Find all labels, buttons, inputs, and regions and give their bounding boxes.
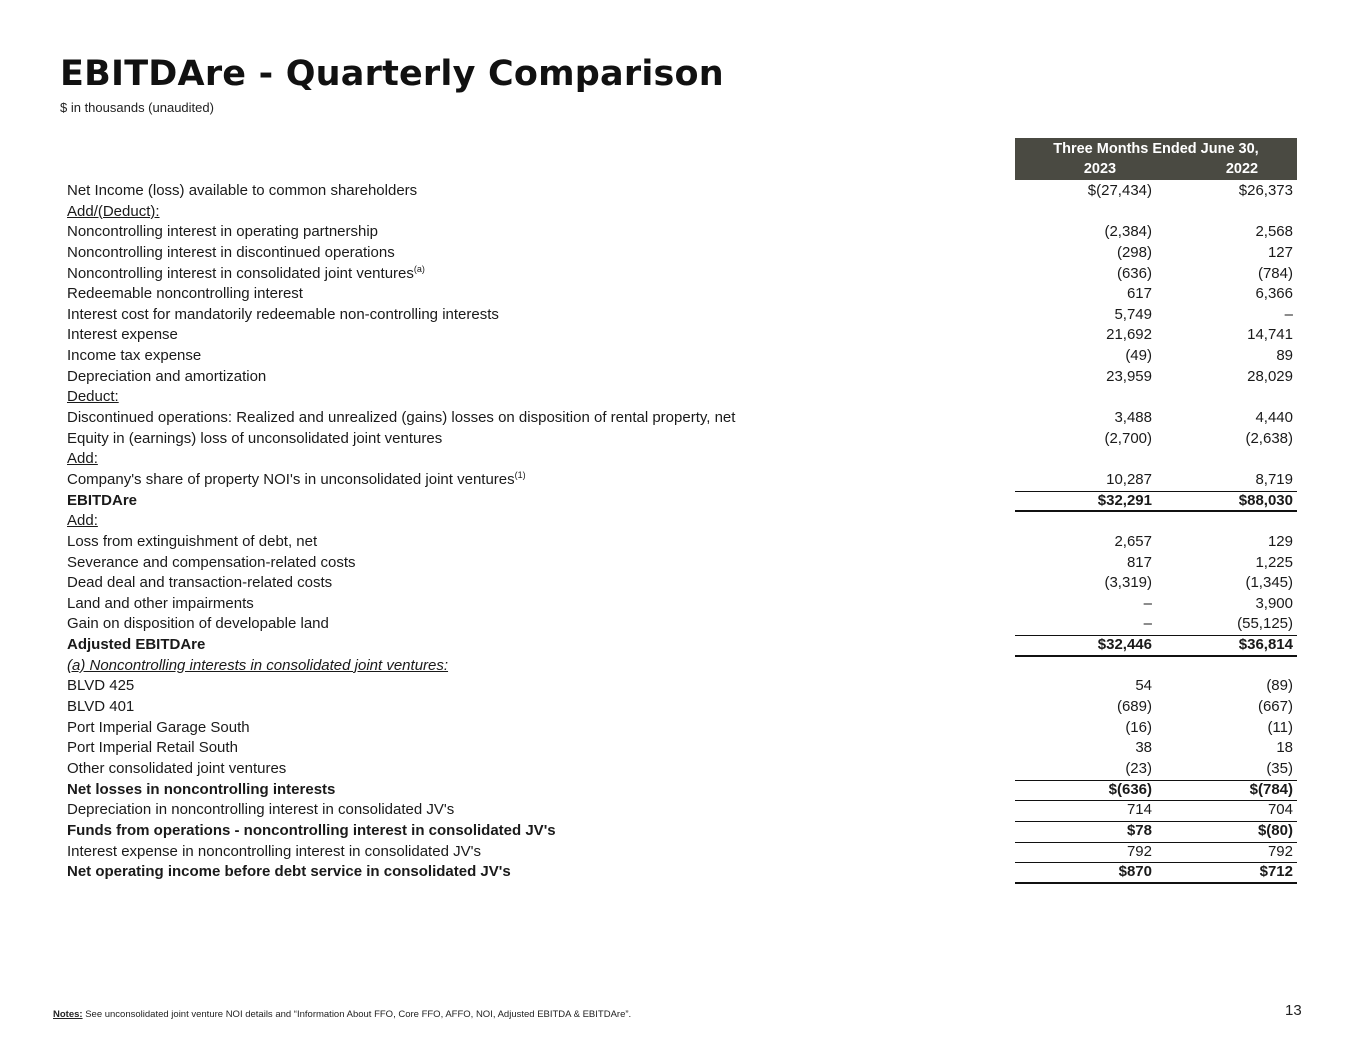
table-row: [0, 243, 1365, 264]
value-2023: (636): [1116, 264, 1152, 282]
row-label: BLVD 425: [67, 677, 135, 695]
row-label: Adjusted EBITDAre: [67, 636, 206, 654]
row-label: Interest expense in noncontrolling interest in consolidated JV's: [67, 842, 481, 860]
row-label: Depreciation and amortization: [67, 367, 267, 385]
value-2022: 28,029: [1247, 367, 1293, 385]
table-row: [0, 718, 1365, 739]
table-row: [0, 325, 1365, 346]
value-2022: 14,741: [1247, 326, 1293, 344]
value-2022: 1,225: [1255, 553, 1293, 571]
value-2022: (1,345): [1245, 574, 1293, 592]
value-2022: 792: [1267, 842, 1293, 860]
row-label: Discontinued operations: Realized and unrealized (gains) losses on disposition of rental property, net: [67, 409, 736, 427]
row-label: Depreciation in noncontrolling interest in consolidated JV's: [67, 801, 455, 819]
value-2022: 704: [1267, 801, 1293, 819]
column-header: [1015, 138, 1297, 180]
value-2022: (55,125): [1237, 615, 1293, 633]
value-2023: $(27,434): [1087, 182, 1152, 199]
value-2022: $(80): [1257, 821, 1293, 839]
table-row: [0, 429, 1365, 450]
page-subtitle: $ in thousands (unaudited): [60, 100, 214, 115]
row-label: (a) Noncontrolling interests in consolidated joint ventures:: [67, 656, 449, 674]
row-label: Noncontrolling interest in discontinued operations: [67, 243, 395, 261]
ebitdare-table: [0, 181, 1365, 883]
year-2023-header: 2023: [1083, 161, 1117, 177]
value-2022: (784): [1257, 264, 1293, 282]
value-2022: $88,030: [1238, 491, 1293, 509]
value-2022: $36,814: [1238, 636, 1293, 654]
table-row: [0, 800, 1365, 821]
notes-label: Notes:: [53, 1009, 83, 1020]
row-label: Interest expense: [67, 326, 178, 344]
row-label: Net Income (loss) available to common shareholders: [67, 182, 418, 199]
row-label: Dead deal and transaction-related costs: [67, 574, 333, 592]
total-row-ffo-noncontrolling: [0, 821, 1365, 842]
value-2023: 792: [1126, 842, 1152, 860]
page-number: 13: [1285, 1002, 1302, 1019]
value-2022: 6,366: [1255, 285, 1293, 303]
row-label-with-footnote: [67, 264, 425, 285]
value-2022: (35): [1266, 759, 1293, 777]
footnote-marker: (1): [514, 469, 526, 480]
table-row: [0, 697, 1365, 718]
row-label: Noncontrolling interest in operating partnership: [67, 223, 379, 241]
value-2023: 23,959: [1106, 367, 1152, 385]
row-label: Income tax expense: [67, 347, 202, 365]
value-2023: (2,384): [1104, 223, 1152, 241]
period-label: Three Months Ended June 30,: [1053, 141, 1259, 157]
table-row: [0, 842, 1365, 863]
row-label: Interest cost for mandatorily redeemable non-controlling interests: [67, 305, 499, 323]
value-2022: $712: [1259, 863, 1293, 881]
value-2022: 129: [1267, 532, 1293, 550]
row-label: Add:: [67, 512, 98, 530]
row-label: Gain on disposition of developable land: [67, 615, 329, 633]
row-label-text: Noncontrolling interest in consolidated joint ventures: [67, 264, 414, 282]
section-header-deduct: [0, 387, 1365, 408]
row-label: Other consolidated joint ventures: [67, 759, 287, 777]
value-2023: (16): [1125, 718, 1152, 736]
section-header-noncontrolling: [0, 656, 1365, 677]
row-label: Add:: [67, 450, 98, 468]
table-row: [0, 181, 1365, 202]
table-row: [0, 759, 1365, 780]
table-row: [0, 470, 1365, 491]
table-row: [0, 367, 1365, 388]
row-label: Port Imperial Garage South: [67, 718, 250, 736]
value-2023: 817: [1126, 553, 1152, 571]
section-header-add-deduct: [0, 202, 1365, 223]
row-label: Severance and compensation-related costs: [67, 553, 356, 571]
value-2023: $(636): [1108, 780, 1152, 798]
value-2023: 5,749: [1114, 305, 1152, 323]
total-row-ebitdare: [0, 491, 1365, 512]
value-2023: 21,692: [1106, 326, 1152, 344]
row-label: Net operating income before debt service in consolidated JV's: [67, 863, 511, 881]
table-row: [0, 346, 1365, 367]
row-label-text: Company's share of property NOI's in unconsolidated joint ventures: [67, 470, 515, 488]
notes-text: See unconsolidated joint venture NOI details and “Information About FFO, Core FFO, AFFO, NOI, Adjusted EBITDA & EBITDAre”.: [82, 1009, 632, 1020]
total-row-adjusted-ebitdare: [0, 635, 1365, 656]
value-2022: 127: [1267, 243, 1293, 261]
value-2023: –: [1143, 594, 1152, 612]
value-2022: (89): [1266, 677, 1293, 695]
table-row: [0, 264, 1365, 285]
row-label: Land and other impairments: [67, 594, 254, 612]
row-label: Net losses in noncontrolling interests: [67, 780, 336, 798]
table-row: [0, 573, 1365, 594]
table-row: [0, 284, 1365, 305]
row-label: Funds from operations - noncontrolling interest in consolidated JV's: [67, 821, 556, 839]
total-row-net-losses: [0, 780, 1365, 801]
table-row: [0, 553, 1365, 574]
value-2022: $(784): [1249, 780, 1293, 798]
total-row-noi-consolidated-jv: [0, 862, 1365, 883]
year-2022-header: 2022: [1225, 161, 1259, 177]
table-row: [0, 738, 1365, 759]
value-2022: 3,900: [1255, 594, 1293, 612]
value-2022: 89: [1276, 347, 1293, 365]
row-label: EBITDAre: [67, 491, 138, 509]
value-2023: –: [1143, 615, 1152, 633]
section-header-add: [0, 511, 1365, 532]
value-2022: 8,719: [1255, 470, 1293, 488]
value-2023: 38: [1135, 739, 1152, 757]
table-row: [0, 532, 1365, 553]
row-label: Add/(Deduct):: [67, 202, 160, 220]
table-row: [0, 614, 1365, 635]
value-2022: 4,440: [1255, 409, 1293, 427]
row-label: Loss from extinguishment of debt, net: [67, 532, 318, 550]
value-2023: 617: [1126, 285, 1152, 303]
value-2022: (11): [1267, 718, 1293, 736]
table-row: [0, 408, 1365, 429]
table-row: [0, 594, 1365, 615]
value-2023: 3,488: [1114, 409, 1152, 427]
section-header-add: [0, 449, 1365, 470]
value-2023: (23): [1125, 759, 1152, 777]
value-2023: $32,446: [1097, 636, 1152, 654]
value-2023: 714: [1126, 801, 1152, 819]
value-2023: (689): [1116, 698, 1152, 716]
row-label: Equity in (earnings) loss of unconsolidated joint ventures: [67, 429, 443, 447]
row-label-with-footnote: [67, 470, 526, 491]
value-2022: (2,638): [1245, 429, 1293, 447]
page-title: EBITDAre - Quarterly Comparison: [60, 54, 724, 94]
value-2022: –: [1284, 305, 1293, 323]
value-2023: (298): [1116, 243, 1152, 261]
table-row: [0, 222, 1365, 243]
value-2023: 10,287: [1106, 470, 1152, 488]
value-2023: 54: [1135, 677, 1152, 695]
row-label: Deduct:: [67, 388, 119, 406]
value-2023: 2,657: [1114, 532, 1152, 550]
row-label: Port Imperial Retail South: [67, 739, 238, 757]
value-2022: (667): [1257, 698, 1293, 716]
value-2023: (3,319): [1104, 574, 1152, 592]
value-2023: (49): [1125, 347, 1152, 365]
row-label: BLVD 401: [67, 698, 135, 716]
value-2022: 18: [1276, 739, 1293, 757]
footnote-notes: [53, 1008, 631, 1022]
value-2022: $26,373: [1238, 182, 1293, 199]
value-2023: $78: [1126, 821, 1152, 839]
table-row: [0, 676, 1365, 697]
footnote-marker: (a): [413, 263, 425, 274]
value-2023: $870: [1118, 863, 1152, 881]
value-2023: $32,291: [1097, 491, 1152, 509]
value-2023: (2,700): [1104, 429, 1152, 447]
value-2022: 2,568: [1255, 223, 1293, 241]
row-label: Redeemable noncontrolling interest: [67, 285, 303, 303]
table-row: [0, 305, 1365, 326]
